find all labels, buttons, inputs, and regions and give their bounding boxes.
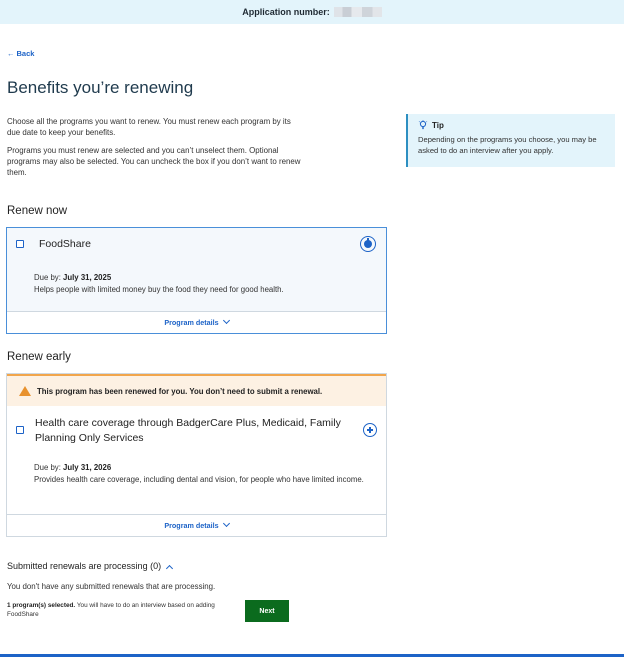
chevron-up-icon: [166, 564, 173, 571]
intro-text: [7, 116, 302, 185]
plus-cross-icon: [363, 423, 377, 437]
application-number-redacted: [334, 7, 382, 17]
foodshare-due-info: [34, 272, 364, 296]
submitted-renewals-toggle[interactable]: [7, 561, 172, 571]
foodshare-description: Helps people with limited money buy the food they need for good health.: [34, 285, 284, 294]
health-care-checkbox[interactable]: [16, 426, 24, 434]
back-link[interactable]: [7, 49, 34, 58]
submitted-renewals-heading: Submitted renewals are processing (0): [7, 561, 162, 571]
foodshare-due-date: July 31, 2025: [63, 273, 112, 282]
chevron-down-icon: [223, 317, 230, 324]
health-care-program-details-link[interactable]: [164, 521, 228, 530]
intro-paragraph-1: Choose all the programs you want to renew. You must renew each program by its due date to keep your benefits.: [7, 117, 291, 137]
page-title: Benefits you’re renewing: [7, 78, 194, 97]
tip-header: [418, 120, 607, 130]
warning-icon: [19, 386, 31, 396]
arrow-left-icon: ←: [7, 49, 15, 58]
renew-early-heading: Renew early: [7, 351, 71, 363]
health-care-details-bar: [7, 514, 386, 536]
tip-title: Tip: [432, 120, 444, 130]
back-label: Back: [16, 49, 35, 58]
health-care-card[interactable]: [6, 373, 387, 537]
submitted-renewals-empty-text: You don't have any submitted renewals that are processing.: [7, 582, 216, 591]
selected-count: 1 program(s) selected.: [7, 602, 76, 609]
health-care-details-label: Program details: [164, 521, 219, 530]
health-care-description: Provides health care coverage, including dental and vision, for people who have limited income.: [34, 475, 364, 484]
renewed-warning-text: This program has been renewed for you. You don’t need to submit a renewal.: [37, 386, 323, 396]
lightbulb-icon: [418, 120, 428, 130]
foodshare-details-label: Program details: [164, 318, 219, 327]
foodshare-checkbox[interactable]: [16, 240, 24, 248]
application-number-label: Application number:: [242, 7, 330, 17]
next-button[interactable]: Next: [245, 600, 289, 622]
health-care-program-name: Health care coverage through BadgerCare Plus, Medicaid, Family Planning Only Services: [35, 417, 341, 444]
foodshare-program-name: FoodShare: [39, 238, 91, 250]
chevron-down-icon: [223, 520, 230, 527]
foodshare-card[interactable]: [6, 227, 387, 334]
application-number-bar: [0, 0, 624, 24]
health-care-due-label: Due by:: [34, 463, 61, 472]
foodshare-program-details-link[interactable]: [164, 318, 228, 327]
selection-summary: [7, 601, 227, 619]
renew-now-heading: Renew now: [7, 205, 68, 217]
tip-text: Depending on the programs you choose, you may be asked to do an interview after you apply.: [418, 135, 597, 155]
health-care-due-info: [34, 462, 364, 486]
tip-box: [406, 114, 615, 167]
apple-icon: [360, 236, 376, 252]
foodshare-details-bar: [7, 311, 386, 333]
renewed-warning-banner: [7, 374, 386, 406]
selected-note: You will have to do an interview based on adding FoodShare: [7, 602, 215, 618]
health-care-due-date: July 31, 2026: [63, 463, 112, 472]
intro-paragraph-2: Programs you must renew are selected and you can’t unselect them. Optional programs may also be selected. You can uncheck the box if you don’t want to renew them.: [7, 146, 301, 177]
foodshare-due-label: Due by:: [34, 273, 61, 282]
